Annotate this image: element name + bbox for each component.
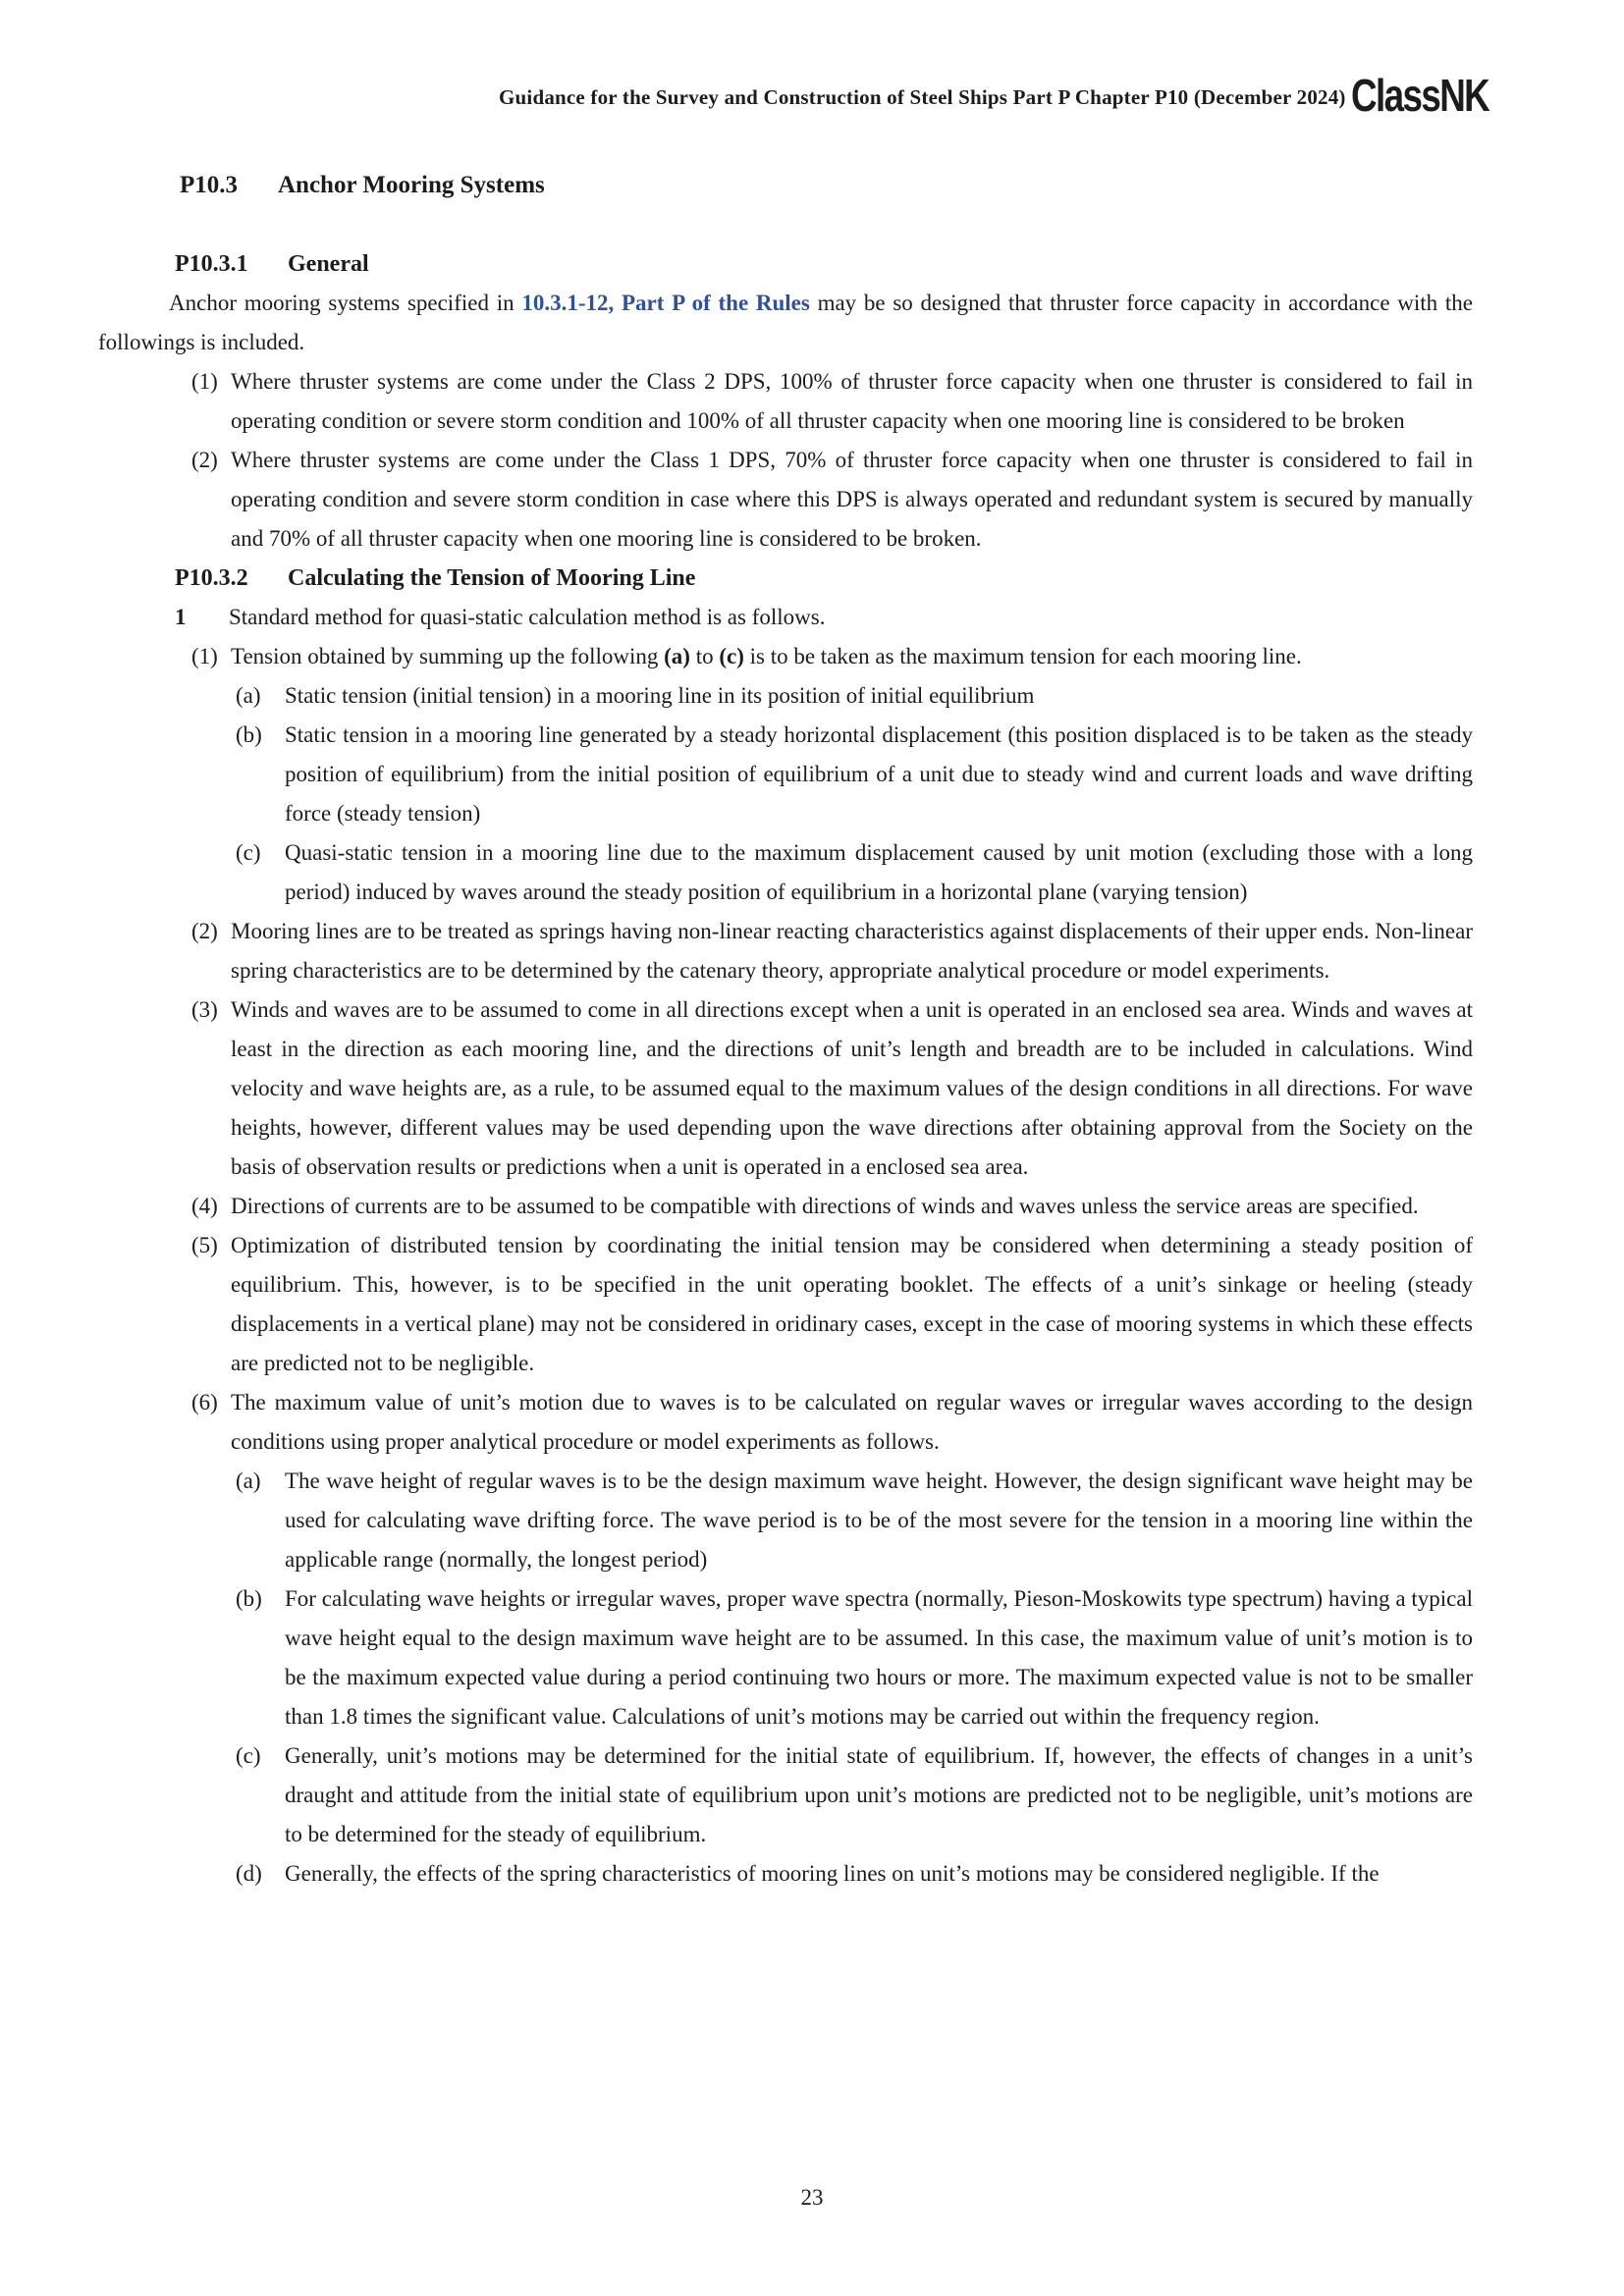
item-text: Static tension (initial tension) in a mooring line in its position of initial equilibrium (285, 683, 1035, 708)
subsection-number: P10.3.2 (175, 565, 248, 591)
item-text: Where thruster systems are come under the Class 1 DPS, 70% of thruster force capacity when one thruster is considered to fail in operating condition and severe storm condition in case where this DPS is always operated and redundant system is secured by manually and 70% of all thruster capacity when one mooring line is considered to be broken. (231, 448, 1473, 551)
list-item (98, 1226, 1473, 1383)
item-number: (6) (191, 1390, 218, 1415)
section-number: P10.3 (180, 172, 239, 198)
item-text: Generally, unit’s motions may be determined for the initial state of equilibrium. If, however, the effects of changes in a unit’s draught and attitude from the initial state of equilibrium upon unit’s motions are predicted not to be negligible, unit’s motions are to be determined for the steady of equilibrium. (285, 1743, 1473, 1846)
item-text: Where thruster systems are come under the Class 2 DPS, 100% of thruster force capacity when one thruster is considered to fail in operating condition or severe storm condition and 100% of all thruster capacity when one mooring line is considered to be broken (231, 369, 1473, 433)
item-number: (b) (236, 722, 262, 747)
subsection-heading-tension (98, 559, 1473, 598)
item-number: (4) (191, 1194, 218, 1218)
item-number: (a) (236, 683, 261, 708)
item-text: Generally, the effects of the spring characteristics of mooring lines on unit’s motions may be considered negligible. If the (285, 1861, 1380, 1886)
item-number: (c) (236, 1743, 261, 1768)
subsection-heading-general (98, 244, 1473, 284)
item-text: Tension obtained by summing up the following (231, 644, 665, 668)
document-body (98, 0, 1473, 1894)
item-text: Directions of currents are to be assumed to be compatible with directions of winds and waves unless the service areas are specified. (231, 1194, 1419, 1218)
sub-list-item (98, 716, 1473, 833)
item-number: (1) (191, 369, 218, 394)
item-number: (3) (191, 997, 218, 1022)
list-item (98, 1187, 1473, 1226)
item-number: (2) (191, 919, 218, 943)
rules-link[interactable]: 10.3.1-12, Part P of the Rules (521, 291, 810, 315)
intro-text-pre: Anchor mooring systems specified in (169, 291, 522, 315)
sub-list-item (98, 1579, 1473, 1736)
subsection-number: P10.3.1 (175, 251, 248, 277)
item-text: Static tension in a mooring line generated by a steady horizontal displacement (this position displaced is to be taken as the steady position of equilibrium) from the initial position of equilibrium of a unit due to steady wind and current loads and wave drifting force (steady tension) (285, 722, 1473, 826)
item-number: (c) (236, 840, 261, 865)
section-title: Anchor Mooring Systems (278, 172, 545, 198)
item-text: The maximum value of unit’s motion due to waves is to be calculated on regular waves or irregular waves according to the design conditions using proper analytical procedure or model experiments as follows. (231, 1390, 1473, 1454)
sub-list-item (98, 676, 1473, 716)
list-item (98, 362, 1473, 441)
item-text: Winds and waves are to be assumed to come in all directions except when a unit is operated in an enclosed sea area. Winds and waves at least in the direction as each mooring line, and the directions of unit’s length and breadth are to be included in calculations. Wind velocity and wave heights are, as a rule, to be assumed equal to the maximum values of the design conditions in all directions. For wave heights, however, different values may be used depending upon the wave directions after obtaining approval from the Society on the basis of observation results or predictions when a unit is operated in a enclosed sea area. (231, 997, 1473, 1179)
header-title: Guidance for the Survey and Construction of Steel Ships Part P Chapter P10 (December 2024) (499, 85, 1346, 109)
item-text: Mooring lines are to be treated as springs having non-linear reacting characteristics against displacements of their upper ends. Non-linear spring characteristics are to be determined by the catenary theory, appropriate analytical procedure or model experiments. (231, 919, 1473, 983)
sub-list-item (98, 1462, 1473, 1579)
sub-list-item (98, 1854, 1473, 1894)
intro-paragraph (98, 284, 1473, 362)
item-text: Quasi-static tension in a mooring line due to the maximum displacement caused by unit motion (excluding those with a long period) induced by waves around the steady position of equilibrium in a horizontal plane (varying tension) (285, 840, 1473, 904)
item-number: (5) (191, 1233, 218, 1257)
sub-list-item (98, 833, 1473, 912)
sub-list-item (98, 1736, 1473, 1854)
numbered-paragraph (98, 598, 1473, 637)
intro-text-post: may be so designed that thruster force capacity in accordance with the followings is included. (98, 291, 1473, 354)
item-number: (b) (236, 1586, 262, 1611)
subsection-title: General (288, 251, 369, 277)
item-text: For calculating wave heights or irregular waves, proper wave spectra (normally, Pieson-Moskowits type spectrum) having a typical wave height equal to the design maximum wave height are to be assumed. In this case, the maximum value of unit’s motion is to be the maximum expected value during a period continuing two hours or more. The maximum expected value is not to be smaller than 1.8 times the significant value. Calculations of unit’s motions may be carried out within the frequency region. (285, 1586, 1473, 1729)
item-text-bold: (c) (719, 644, 744, 668)
item-number: (a) (236, 1468, 261, 1493)
subsection-title: Calculating the Tension of Mooring Line (288, 565, 696, 591)
page-number: 23 (800, 2185, 824, 2210)
paragraph-number: 1 (175, 605, 187, 629)
list-item (98, 912, 1473, 990)
list-item (98, 441, 1473, 559)
item-text-bold: (a) (664, 644, 690, 668)
item-number: (2) (191, 448, 218, 472)
paragraph-text: Standard method for quasi-static calculation method is as follows. (229, 605, 826, 629)
item-number: (d) (236, 1861, 262, 1886)
item-text: to (689, 644, 720, 668)
item-text: is to be taken as the maximum tension for each mooring line. (743, 644, 1302, 668)
item-text: The wave height of regular waves is to be the design maximum wave height. However, the design significant wave height may be used for calculating wave drifting force. The wave period is to be of the most severe for the tension in a mooring line within the applicable range (normally, the longest period) (285, 1468, 1473, 1572)
section-heading (98, 166, 1473, 205)
list-item (98, 1383, 1473, 1462)
list-item (98, 990, 1473, 1187)
list-item (98, 637, 1473, 676)
item-number: (1) (191, 644, 218, 668)
classnk-logo: ClassNK (1351, 70, 1489, 121)
item-text: Optimization of distributed tension by coordinating the initial tension may be considered when determining a steady position of equilibrium. This, however, is to be specified in the unit operating booklet. The effects of a unit’s sinkage or heeling (steady displacements in a vertical plane) may not be considered in oridinary cases, except in the case of mooring systems in which these effects are predicted not to be negligible. (231, 1233, 1473, 1375)
